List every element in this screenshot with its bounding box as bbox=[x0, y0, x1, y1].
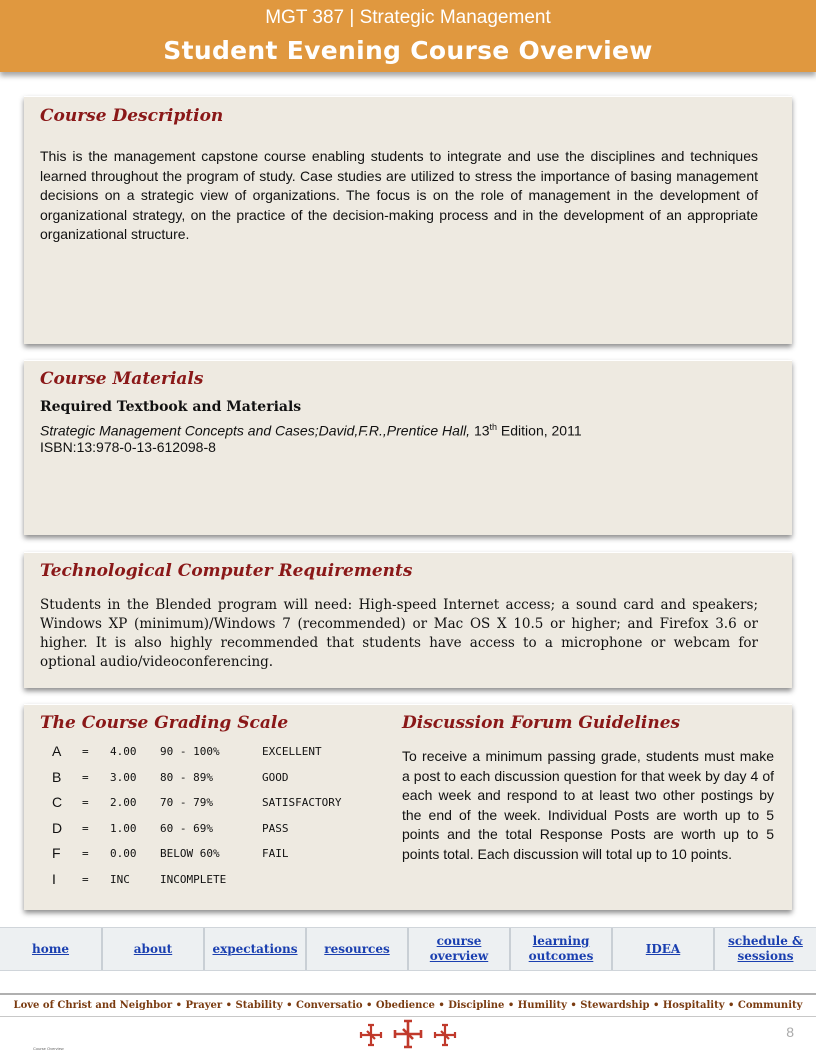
grade-letter: I bbox=[52, 870, 56, 887]
page-header bbox=[0, 0, 816, 72]
grade-points: 2.00 bbox=[110, 796, 137, 810]
grade-label: SATISFACTORY bbox=[262, 796, 342, 810]
textbook-edition-number: 13 bbox=[470, 422, 490, 439]
nav-resources-link[interactable]: resources bbox=[307, 928, 409, 970]
nav-schedule-sessions-link[interactable]: schedule & sessions bbox=[728, 934, 803, 963]
textbook-edition-suffix: th bbox=[489, 422, 498, 432]
grade-range: 90 - 100% bbox=[160, 745, 220, 758]
grade-range: BELOW 60% bbox=[160, 847, 220, 861]
grade-letter: A bbox=[52, 743, 62, 759]
grade-equals: = bbox=[82, 745, 89, 758]
footer-rule-top bbox=[0, 993, 816, 995]
grade-label: GOOD bbox=[262, 770, 289, 784]
grade-points: 4.00 bbox=[110, 745, 137, 758]
grade-range: 60 - 69% bbox=[160, 821, 213, 835]
grade-points: INC bbox=[110, 872, 130, 886]
grade-letter: B bbox=[52, 768, 62, 785]
grading-forum-panel bbox=[24, 704, 792, 910]
grade-letter: F bbox=[52, 845, 61, 862]
tech-requirements-heading: Technological Computer Requirements bbox=[40, 561, 413, 581]
nav-expectations-link[interactable]: expectations bbox=[205, 928, 307, 970]
tech-requirements-panel bbox=[24, 552, 792, 688]
nav-learning-outcomes-link[interactable]: learning outcomes bbox=[511, 928, 613, 970]
grade-equals: = bbox=[82, 796, 89, 810]
cross-icon bbox=[435, 1025, 455, 1045]
textbook-title: Strategic Management Concepts and Cases;David,F.R.,Prentice Hall, bbox=[40, 422, 471, 439]
textbook-isbn: ISBN:13:978-0-13-612098-8 bbox=[40, 439, 216, 455]
course-code: MGT 387 | Strategic Management bbox=[265, 7, 551, 28]
course-materials-panel bbox=[24, 360, 792, 535]
grade-equals: = bbox=[82, 847, 89, 861]
nav-home-link[interactable]: home bbox=[0, 928, 103, 970]
course-description-panel bbox=[24, 96, 792, 344]
nav-course-overview-link[interactable]: course overview bbox=[409, 928, 511, 970]
grading-scale-heading: The Course Grading Scale bbox=[40, 713, 289, 733]
page-title: Student Evening Course Overview bbox=[163, 36, 653, 65]
grade-letter: C bbox=[52, 794, 63, 811]
course-materials-heading: Course Materials bbox=[40, 369, 204, 389]
course-description-heading: Course Description bbox=[40, 106, 224, 126]
forum-guidelines-heading: Discussion Forum Guidelines bbox=[402, 713, 681, 733]
cross-icon bbox=[395, 1021, 421, 1047]
grade-range: 70 - 79% bbox=[160, 796, 213, 810]
grade-label: EXCELLENT bbox=[262, 745, 322, 758]
grade-letter: D bbox=[52, 819, 63, 836]
textbook-edition-year: Edition, 2011 bbox=[497, 422, 582, 439]
grade-equals: = bbox=[82, 872, 89, 886]
page-number: 8 bbox=[786, 1024, 794, 1040]
course-description-text: This is the management capstone course enabling students to integrate and use the disciplines and techniques learned throughout the program of study. Case studies are utilized to stress the importance of basing management decisions on a strategic view of organizations. The focus is on the role of management in the development of organizational strategy, on the practice of the decision-making process and in the development of an appropriate organizational structure. bbox=[40, 148, 758, 242]
grade-points: 3.00 bbox=[110, 770, 137, 784]
nav-about-link[interactable]: about bbox=[103, 928, 205, 970]
nav-idea-link[interactable]: IDEA bbox=[613, 928, 715, 970]
grade-range: INCOMPLETE bbox=[160, 872, 227, 886]
grade-range: 80 - 89% bbox=[160, 770, 213, 784]
footer-small-label: Course Overview bbox=[33, 1046, 64, 1051]
grade-points: 0.00 bbox=[110, 847, 137, 861]
bottom-navigation bbox=[0, 927, 816, 971]
forum-guidelines-text: To receive a minimum passing grade, students must make a post to each discussion question for that week by day 4 of each week and respond to at least two other postings by the end of the week. Individual Posts are worth up to 5 points and the total Response Posts are worth up to 5 points total. Each discussion will total up to 10 points. bbox=[402, 748, 774, 862]
tech-requirements-text: Students in the Blended program will need: High-speed Internet access; a sound card and speakers; Windows XP (minimum)/Windows 7 (recommended) or Mac OS X 10.5 or higher; and Firefox 3.6 or higher. It is also highly recommended that students have access to a microphone or webcam for optional audio/videoconferencing. bbox=[40, 597, 758, 670]
motto-text: Love of Christ and Neighbor • Prayer • Stability • Conversatio • Obedience • Discipline • Humility • Stewardship • Hospitality • Community bbox=[13, 1000, 803, 1011]
grade-points: 1.00 bbox=[110, 821, 137, 835]
grade-label: PASS bbox=[262, 821, 289, 835]
grade-equals: = bbox=[82, 770, 89, 784]
cross-icon bbox=[361, 1025, 381, 1045]
grade-equals: = bbox=[82, 821, 89, 835]
cross-emblems bbox=[355, 1016, 461, 1056]
required-textbook-heading: Required Textbook and Materials bbox=[40, 399, 302, 415]
grade-label: FAIL bbox=[262, 847, 289, 861]
